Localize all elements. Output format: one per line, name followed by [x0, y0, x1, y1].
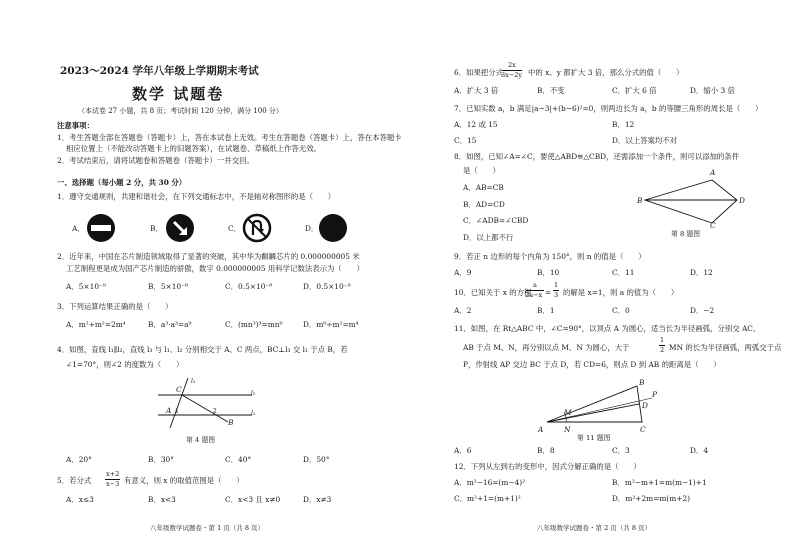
- question-5-suffix: 有意义，则 x 的取值范围是（ ）: [124, 476, 244, 485]
- q10-fraction-numerator: a: [526, 281, 544, 291]
- no-u-turn-sign-icon: [242, 213, 272, 243]
- question-11b-prefix: AB 于点 M、N，再分别以点 M、N 为圆心，大于: [463, 343, 630, 352]
- q2-option-d: D．0.5×10⁻⁹: [303, 282, 351, 291]
- q4-angle-2: 2: [213, 408, 217, 415]
- no-entry-sign-icon: [86, 213, 116, 243]
- question-7: 7．已知实数 a，b 满足|a−3|+(b−6)²=0，则两边长为 a，b 的等腰三角形的周长是（ ）: [454, 104, 763, 113]
- q11-label-a: A: [538, 425, 544, 434]
- q9-option-b: B．10: [537, 268, 560, 277]
- q11-fraction-denominator: 2: [660, 346, 665, 354]
- section-1-heading: 一、选择题（每小题 2 分，共 30 分）: [57, 178, 187, 187]
- q4-figure: [150, 375, 260, 430]
- q1-option-b-label: B．: [150, 224, 163, 233]
- q7-option-b: B．12: [612, 120, 635, 129]
- q5-fraction-denominator: x−3: [106, 480, 120, 488]
- q9-option-c: C．11: [612, 268, 635, 277]
- q8-label-a: A: [710, 168, 716, 177]
- q4-label-l1: l₁: [251, 410, 256, 417]
- question-4a: 4．如图，直线 l₁∥l₂，直线 l₃ 与 l₁、l₂ 分别相交于 A、C 两点，BC⊥l₃ 交 l₁ 于点 B，若: [57, 345, 348, 354]
- question-10-suffix: 的解是 x=1，则 a 的值为（ ）: [563, 288, 679, 297]
- q8-option-a: A．AB=CB: [463, 183, 504, 192]
- q8-label-b: B: [637, 196, 643, 205]
- q4-option-c: C．40°: [225, 455, 252, 464]
- q11-fraction-numerator: 1: [660, 336, 665, 344]
- q11-option-b: B．8: [537, 446, 555, 455]
- q11-option-a: A．6: [454, 446, 472, 455]
- note-1b: 相应位置上（不能改动答题卡上的旧题答案），在试题卷、草稿纸上作答无效。: [66, 144, 321, 153]
- question-6-prefix: 6．如果把分式: [454, 68, 504, 77]
- question-1: 1．遵守交通规则，共建和谐社会，在下列交通标志中，不是轴对称图形的是（ ）: [57, 192, 336, 201]
- question-9: 9．若正 n 边形的每个内角为 150°，则 n 的值是（ ）: [454, 252, 646, 261]
- q7-option-c: C．15: [454, 136, 477, 145]
- q8-option-d: D．以上都不行: [463, 233, 514, 242]
- keep-right-sign-icon: [165, 213, 195, 243]
- exam-subtitle: 数学 试题卷: [132, 85, 225, 103]
- q10-option-c: C．0: [612, 306, 630, 315]
- q11-label-c: C: [640, 425, 646, 434]
- question-12: 12．下列从左到右的变形中，因式分解正确的是（ ）: [454, 462, 641, 471]
- q2-option-a: A．5×10⁻⁹: [66, 282, 106, 291]
- note-1a: 1．考生答题全部在答题卷（答题卡）上，答在本试卷上无效。考生在答题卷（答题卡）上，答在本答题卡: [57, 133, 402, 142]
- q5-option-d: D．x≠3: [303, 495, 332, 504]
- q11-option-d: D．4: [690, 446, 709, 455]
- q9-option-a: A．9: [454, 268, 472, 277]
- q12-option-b: B．m²−m+1=m(m−1)+1: [612, 478, 707, 487]
- question-10-prefix: 10．已知关于 x 的方程: [454, 288, 532, 297]
- question-11a: 11．如图，在 Rt△ABC 中，∠C=90°，以顶点 A 为圆心，适当长为半径画弧，分别交 AC、: [454, 324, 761, 333]
- stop-sign-icon: [318, 213, 348, 243]
- question-11c: P，作射线 AP 交边 BC 于点 D，若 CD=6，则点 D 到 AB 的距离是（ ）: [463, 360, 721, 369]
- exam-title: 2023～2024 学年八年级上学期期末考试: [60, 65, 259, 77]
- q1-option-c-label: C．: [228, 224, 242, 233]
- q12-option-a: A．m²−16=(m−4)²: [454, 478, 526, 487]
- q8-label-d: D: [739, 196, 745, 205]
- q1-option-d-label: D．: [305, 224, 319, 233]
- question-2a: 2．近年来，中国在芯片制造领域取得了显著的突破，其中华为麒麟芯片的 0.000000005 米: [57, 252, 360, 261]
- q3-option-c: C．(mn³)³=mn⁹: [225, 320, 283, 329]
- q5-option-b: B．x<3: [148, 495, 176, 504]
- q4-option-d: D．50°: [303, 455, 330, 464]
- q12-option-c: C．m²+1=(m+1)²: [454, 494, 521, 503]
- q12-option-d: D．m²+2m=m(m+2): [612, 494, 691, 503]
- notes-title: 注意事项：: [57, 121, 94, 130]
- q3-option-a: A．m²+m²=2m⁴: [66, 320, 126, 329]
- right-page: [397, 0, 794, 550]
- q11-label-p: P: [652, 390, 657, 399]
- q8-figure-caption: 第 8 题图: [671, 230, 701, 238]
- q10-option-a: A．2: [454, 306, 472, 315]
- q8-figure: [637, 175, 752, 230]
- q7-option-d: D．以上答案均不对: [612, 136, 678, 145]
- q10-fraction2-denominator: 3: [554, 291, 559, 299]
- q10-option-d: D．−2: [690, 306, 715, 315]
- q11-figure-caption: 第 11 题图: [577, 434, 611, 442]
- question-3: 3．下列运算结果正确的是（ ）: [57, 302, 173, 311]
- exam-info: （本试卷 27 小题，共 8 页；考试时间 120 分钟，满分 100 分）: [78, 107, 283, 115]
- right-page-footer: 八年级数学试题卷・第 2 页（共 8 页）: [537, 524, 652, 532]
- q11-option-c: C．3: [612, 446, 630, 455]
- q9-option-d: D．12: [690, 268, 713, 277]
- q1-option-a-label: A．: [72, 224, 85, 233]
- note-2: 2．考试结束后，请将试题卷和答题卷（答题卡）一并交回。: [57, 156, 254, 165]
- q11-label-d: D: [642, 401, 648, 410]
- q10-option-b: B．1: [537, 306, 555, 315]
- q5-option-c: C．x<3 且 x≠0: [225, 495, 281, 504]
- q5-option-a: A．x≤3: [66, 495, 94, 504]
- q8-option-c: C．∠ADB=∠CBD: [463, 216, 529, 225]
- q6-option-d: D．缩小 3 倍: [690, 86, 735, 95]
- q8-label-c: C: [710, 221, 716, 230]
- q6-option-c: C．扩大 6 倍: [612, 86, 657, 95]
- q4-option-a: A．20°: [66, 455, 92, 464]
- question-8b: 是（ ）: [463, 166, 500, 175]
- q8-option-b: B．AD=CD: [463, 200, 505, 209]
- question-8a: 8．如图，已知∠A=∠C，要使△ABD≌△CBD，还需添加一个条件，则可以添加的条件: [454, 152, 740, 161]
- question-5-prefix: 5．若分式: [57, 476, 92, 485]
- q4-angle-1: 1: [175, 408, 179, 415]
- q4-label-l2: l₂: [251, 390, 256, 397]
- q6-fraction-numerator: 2x: [502, 61, 522, 71]
- q10-equals: =: [545, 288, 552, 297]
- q3-option-b: B．a³·a³=a⁹: [148, 320, 192, 329]
- q4-label-c: C: [176, 385, 182, 394]
- q3-option-d: D．m⁶÷m²=m⁴: [303, 320, 359, 329]
- question-6-suffix: 中的 x、y 都扩大 3 倍，那么分式的值（ ）: [528, 68, 684, 77]
- q10-fraction-denominator: 2a−x: [525, 291, 543, 299]
- q4-label-a: A: [166, 406, 172, 415]
- q7-option-a: A．12 或 15: [454, 120, 498, 129]
- left-page-footer: 八年级数学试题卷・第 1 页（共 8 页）: [150, 524, 265, 532]
- q10-fraction2-numerator: 1: [554, 281, 559, 289]
- q11-label-b: B: [639, 378, 645, 387]
- q5-fraction-numerator: x+2: [106, 470, 120, 478]
- q4-label-l3: l₃: [191, 378, 196, 385]
- q4-option-b: B．30°: [148, 455, 174, 464]
- q4-figure-caption: 第 4 题图: [186, 436, 216, 444]
- q6-option-b: B．不变: [537, 86, 565, 95]
- q6-option-a: A．扩大 3 倍: [454, 86, 499, 95]
- q6-fraction-denominator: 3x−2y: [501, 71, 523, 79]
- q4-label-b: B: [228, 418, 234, 427]
- q2-option-c: C．0.5×10⁻⁸: [225, 282, 273, 291]
- q11-label-n: N: [564, 425, 571, 434]
- question-2b: 工艺制程更是成为国产芯片制造的骄傲，数字 0.000000005 用科学记数法表示为（ ）: [66, 264, 364, 273]
- q2-option-b: B．5×10⁻⁸: [148, 282, 188, 291]
- question-11b-suffix: MN 的长为半径画弧，两弧交于点: [669, 343, 782, 352]
- q11-label-m: M: [564, 408, 572, 417]
- question-4b: ∠1=70°，则∠2 的度数为（ ）: [66, 360, 184, 369]
